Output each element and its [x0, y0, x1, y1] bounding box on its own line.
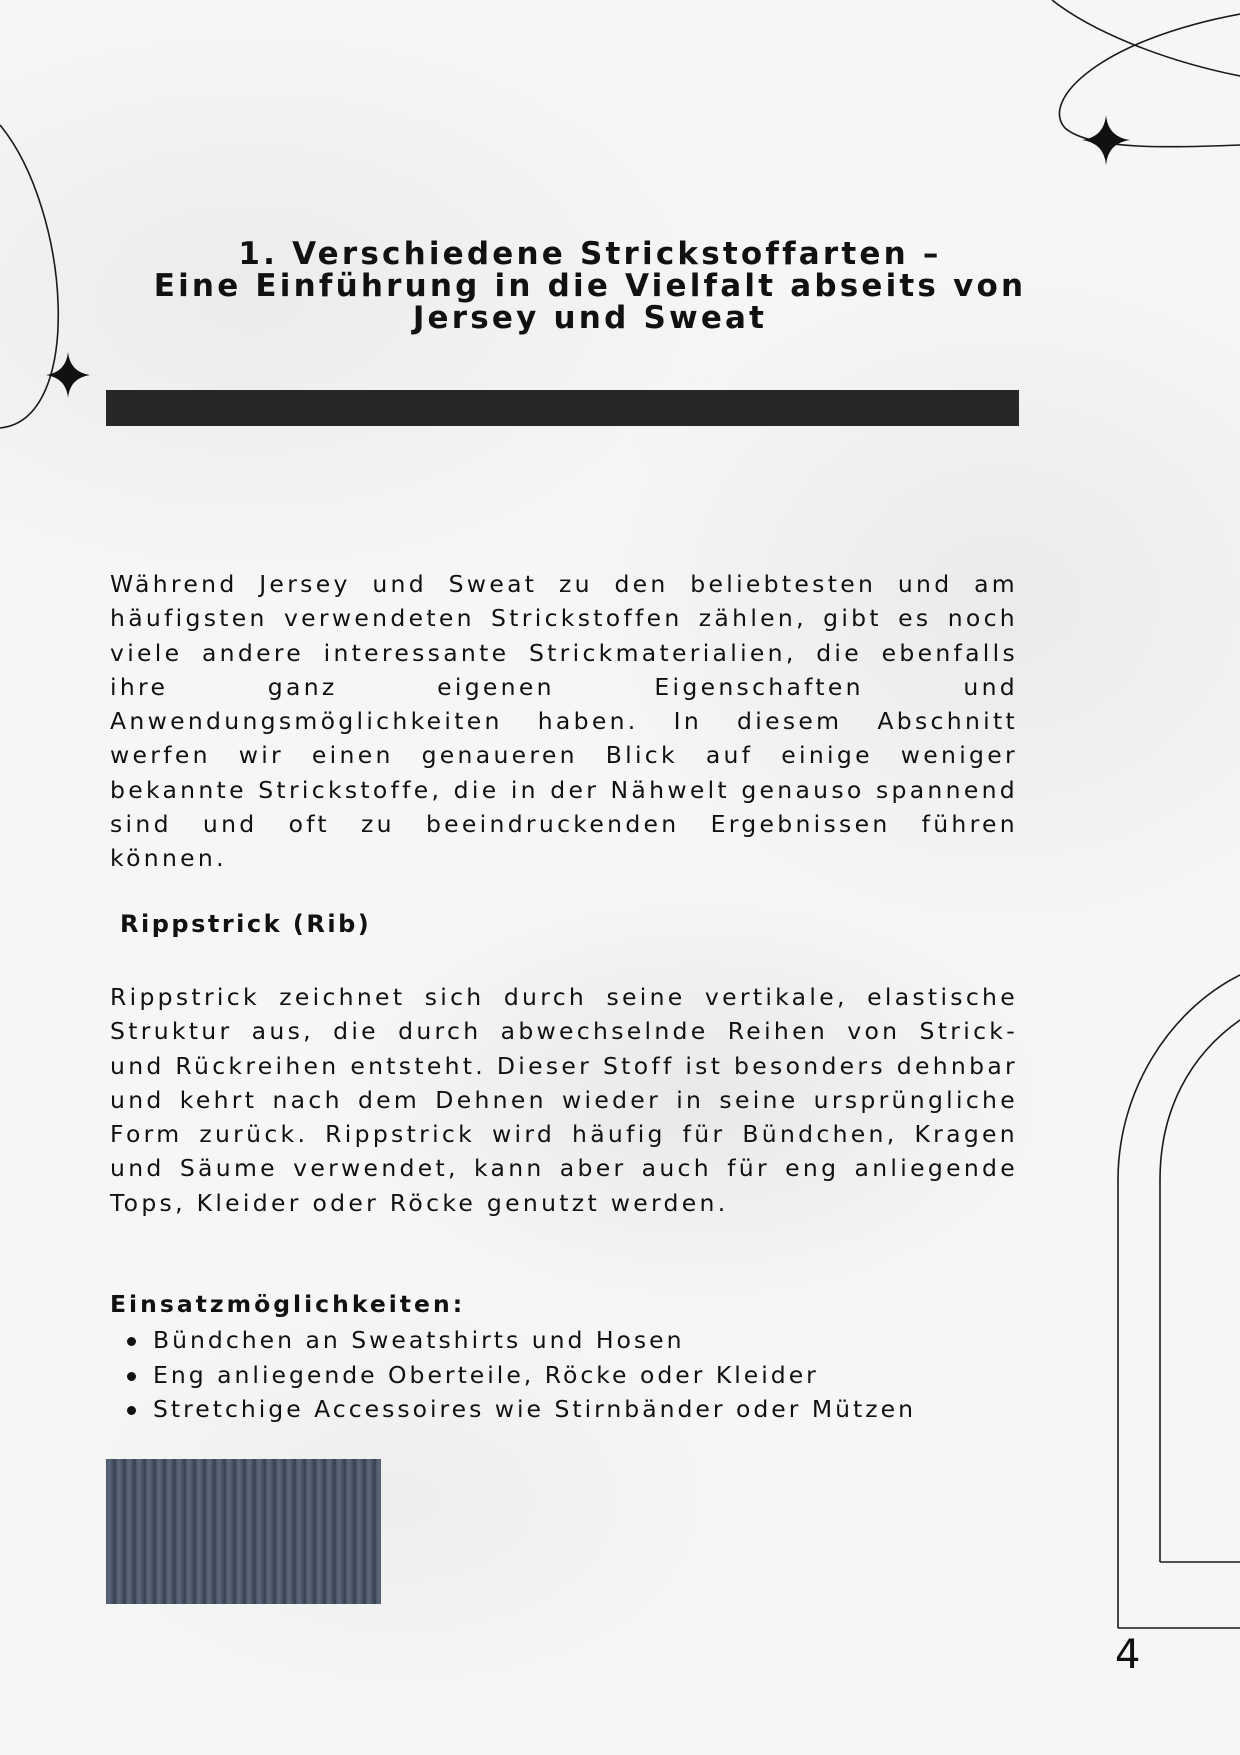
page-number: 4 — [1115, 1632, 1141, 1678]
rib-fabric-image — [106, 1459, 381, 1604]
list-item: Bündchen an Sweatshirts und Hosen — [110, 1323, 916, 1358]
intro-paragraph: Während Jersey und Sweat zu den beliebtesten und am häufigsten verwendeten Strickstoffen zählen, gibt es noch viele andere interessante Strickmaterialien, die ebenfalls ihre ganz eigenen Eigenschaften und Anwendungsmöglichkeiten haben. In diesem Abschnitt werfen wir einen genaueren Blick auf einige weniger bekannte Strickstoffe, die in der Nähwelt genauso spannend sind und oft zu beeindruckenden Ergebnissen führen können. — [110, 570, 1018, 873]
list-item: Eng anliegende Oberteile, Röcke oder Kleider — [110, 1358, 916, 1393]
title-line: Jersey und Sweat — [412, 300, 768, 336]
list-item: Stretchige Accessoires wie Stirnbänder oder Mützen — [110, 1392, 916, 1427]
page-title — [140, 238, 1040, 334]
uses-heading: Einsatzmöglichkeiten: — [110, 1290, 466, 1318]
title-line: 1. Verschiedene Strickstoffarten – — [238, 236, 942, 272]
sparkle-icon — [1082, 115, 1130, 165]
uses-list — [110, 1323, 916, 1427]
title-line: Eine Einführung in die Vielfalt abseits von — [153, 268, 1027, 304]
sparkle-icon — [46, 352, 90, 398]
title-divider-bar — [106, 390, 1019, 426]
section-paragraph: Rippstrick zeichnet sich durch seine vertikale, elastische Struktur aus, die durch abwechselnde Reihen von Strick- und Rückreihen entsteht. Dieser Stoff ist besonders dehnbar und kehrt nach dem Dehnen wieder in seine ursprüngliche Form zurück. Rippstrick wird häufig für Bündchen, Kragen und Säume verwendet, kann aber auch für eng anliegende Tops, Kleider oder Röcke genutzt werden. — [110, 983, 1018, 1217]
section-heading: Rippstrick (Rib) — [120, 910, 372, 938]
